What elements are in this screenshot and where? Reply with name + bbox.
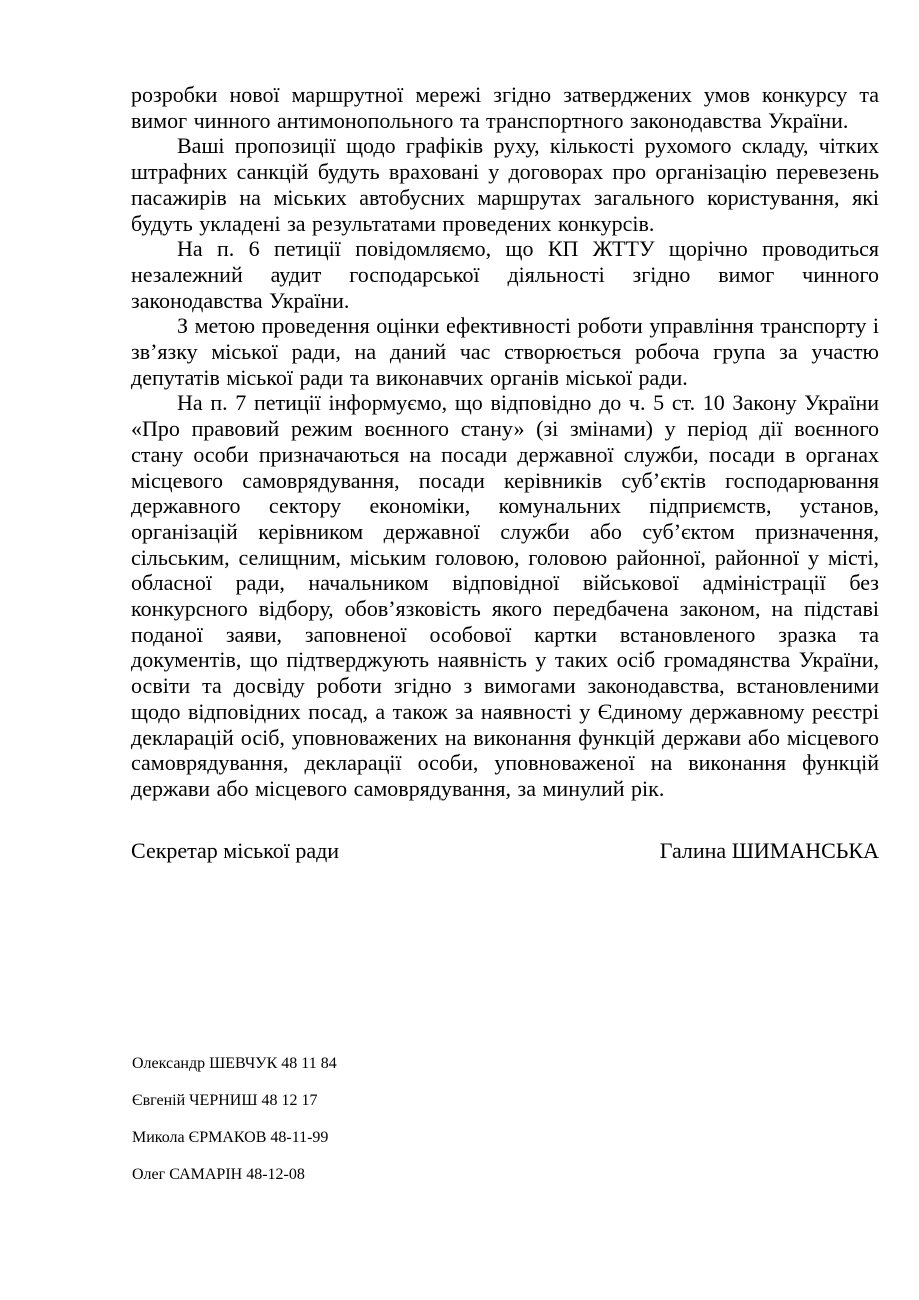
signature-row — [131, 838, 879, 864]
paragraph: З метою проведення оцінки ефективності роботи управління транспорту і зв’язку міської ради, на даний час створюється робоча група за участю депутатів міської ради та виконавчих органів міської ради. — [131, 313, 879, 390]
paragraph: На п. 6 петиції повідомляємо, що КП ЖТТУ щорічно проводиться незалежний аудит господарської діяльності згідно вимог чинного законодавства України. — [131, 236, 879, 313]
signature-name: Галина ШИМАНСЬКА — [659, 838, 879, 863]
contact-line: Євгеній ЧЕРНИШ 48 12 17 — [132, 1092, 318, 1109]
contact-list — [132, 1056, 732, 1204]
contact-line: Микола ЄРМАКОВ 48-11-99 — [132, 1129, 329, 1146]
paragraph: Ваші пропозиції щодо графіків руху, кількості рухомого складу, чітких штрафних санкцій будуть враховані у договорах про організацію перевезень пасажирів на міських автобусних маршрутах загального користування, які будуть укладені за результатами проведених конкурсів. — [131, 133, 879, 236]
contact-line: Олександр ШЕВЧУК 48 11 84 — [132, 1055, 337, 1072]
contact-line: Олег САМАРІН 48-12-08 — [132, 1166, 305, 1183]
signature-title: Секретар міської ради — [131, 838, 340, 863]
paragraph: розробки нової маршрутної мережі згідно затверджених умов конкурсу та вимог чинного антимонопольного та транспортного законодавства України. — [131, 82, 879, 133]
paragraph: На п. 7 петиції інформуємо, що відповідно до ч. 5 ст. 10 Закону України «Про правовий режим воєнного стану» (зі змінами) у період дії воєнного стану особи призначаються на посади державної служби, посади в органах місцевого самоврядування, посади керівників суб’єктів господарювання державного сектору економіки, комунальних підприємств, установ, організацій керівником державної служби або суб’єктом призначення, сільським, селищним, міським головою, головою районної, районної у місті, обласної ради, начальником відповідної військової адміністрації без конкурсного відбору, обов’язковість якого передбачена законом, на підставі поданої заяви, заповненої особової картки встановленого зразка та документів, що підтверджують наявність у таких осіб громадянства України, освіти та досвіду роботи згідно з вимогами законодавства, встановленими щодо відповідних посад, а також за наявності у Єдиному державному реєстрі декларацій осіб, уповноважених на виконання функцій держави або місцевого самоврядування, декларації особи, уповноваженої на виконання функцій держави або місцевого самоврядування, за минулий рік. — [131, 390, 879, 801]
letter-body — [131, 82, 879, 802]
